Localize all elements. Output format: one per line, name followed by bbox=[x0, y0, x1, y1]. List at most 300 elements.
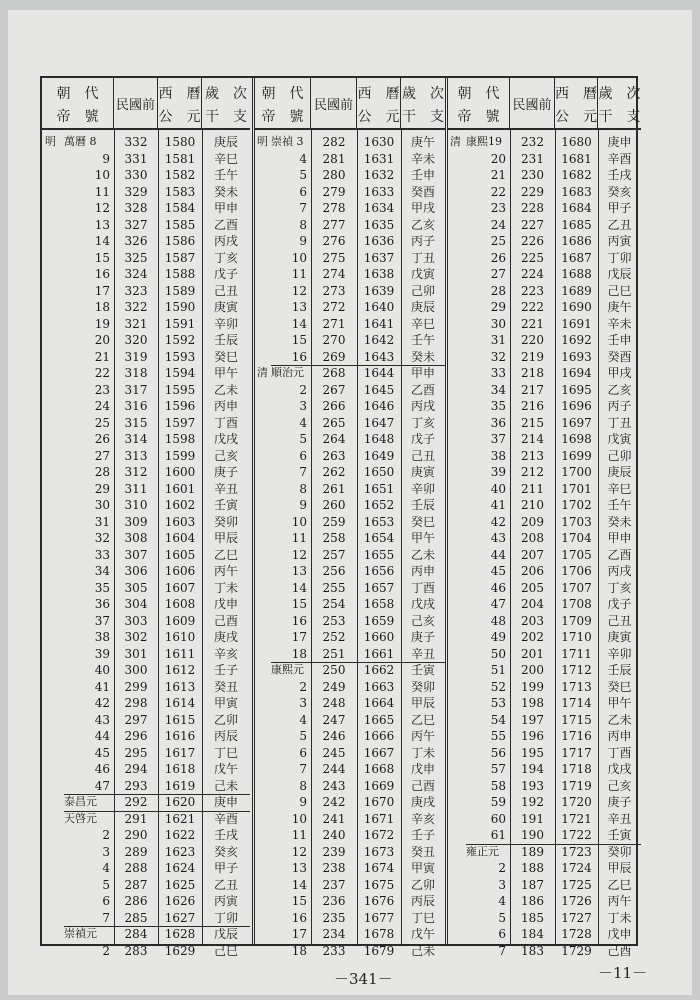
roc-year-cell: 238 bbox=[322, 861, 346, 875]
ad-year-cell: 1713 bbox=[561, 679, 592, 694]
roc-year-cell: 191 bbox=[521, 811, 544, 826]
table-row bbox=[448, 728, 641, 745]
ganzhi-cell: 辛卯 bbox=[410, 481, 435, 496]
ganzhi-cell: 壬子 bbox=[213, 663, 238, 677]
table-row bbox=[255, 316, 445, 333]
reign-cell: 7 bbox=[299, 762, 307, 776]
ganzhi-cell: 乙丑 bbox=[607, 217, 632, 232]
table-row bbox=[42, 233, 250, 250]
table-row bbox=[42, 365, 250, 382]
roc-year-cell: 226 bbox=[521, 234, 544, 248]
ad-year-cell: 1703 bbox=[561, 514, 592, 529]
table-row bbox=[42, 745, 250, 762]
ad-year-cell: 1633 bbox=[363, 184, 395, 199]
table-row bbox=[255, 547, 445, 564]
reign-cell: 40 bbox=[490, 481, 506, 496]
roc-year-cell: 223 bbox=[521, 283, 544, 298]
ganzhi-cell: 己酉 bbox=[213, 613, 238, 628]
ad-year-cell: 1684 bbox=[561, 201, 592, 215]
reign-cell: 5 bbox=[299, 168, 307, 182]
ganzhi-cell: 丁亥 bbox=[213, 250, 238, 265]
ad-year-cell: 1705 bbox=[561, 547, 592, 562]
table-row bbox=[448, 283, 641, 300]
ad-year-cell: 1728 bbox=[561, 927, 592, 941]
roc-year-cell: 233 bbox=[322, 943, 346, 958]
ganzhi-cell: 乙亥 bbox=[607, 382, 632, 397]
reign-cell: 9 bbox=[102, 151, 110, 166]
reign-cell: 9 bbox=[299, 234, 307, 248]
ganzhi-cell: 乙巳 bbox=[607, 877, 632, 892]
reign-cell: 10 bbox=[291, 514, 307, 529]
roc-year-cell: 216 bbox=[521, 399, 544, 413]
ganzhi-cell: 癸卯 bbox=[213, 514, 238, 529]
reign-cell: 61 bbox=[490, 828, 506, 842]
table-block bbox=[445, 78, 641, 958]
table-row bbox=[42, 827, 250, 844]
ganzhi-cell: 戊辰 bbox=[213, 927, 238, 941]
ganzhi-cell: 癸酉 bbox=[607, 349, 632, 364]
table-row bbox=[448, 613, 641, 630]
roc-year-cell: 325 bbox=[124, 250, 148, 265]
reign-cell: 14 bbox=[94, 234, 110, 248]
table-row bbox=[42, 943, 250, 960]
ganzhi-cell: 己卯 bbox=[410, 283, 435, 298]
roc-year-cell: 225 bbox=[521, 250, 544, 265]
table-row bbox=[255, 563, 445, 580]
ad-year-cell: 1609 bbox=[164, 613, 196, 628]
ganzhi-cell: 甲辰 bbox=[213, 531, 238, 545]
reign-cell: 8 bbox=[299, 778, 307, 793]
ad-year-cell: 1594 bbox=[164, 366, 196, 380]
ganzhi-cell: 甲申 bbox=[213, 201, 238, 215]
roc-year-cell: 323 bbox=[124, 283, 148, 298]
ganzhi-cell: 己亥 bbox=[213, 448, 238, 463]
column-header bbox=[42, 78, 114, 128]
reign-cell: 泰昌元 bbox=[64, 795, 97, 808]
ganzhi-cell: 庚子 bbox=[410, 630, 435, 644]
ganzhi-cell: 乙巳 bbox=[410, 712, 435, 727]
table-row bbox=[448, 629, 641, 646]
column-header-label: 歲 次 bbox=[402, 86, 444, 102]
table-row bbox=[42, 547, 250, 564]
roc-year-cell: 219 bbox=[521, 349, 544, 364]
reign-cell: 44 bbox=[94, 729, 110, 743]
ad-year-cell: 1674 bbox=[363, 861, 395, 875]
reign-cell: 7 bbox=[498, 943, 506, 958]
ad-year-cell: 1596 bbox=[164, 399, 196, 413]
ad-year-cell: 1691 bbox=[561, 316, 592, 331]
reign-cell: 2 bbox=[498, 861, 506, 875]
ad-year-cell: 1700 bbox=[561, 465, 592, 479]
ganzhi-cell: 丁酉 bbox=[607, 745, 632, 760]
roc-year-cell: 261 bbox=[322, 481, 346, 496]
ganzhi-cell: 甲寅 bbox=[410, 861, 435, 875]
ad-year-cell: 1588 bbox=[164, 267, 196, 281]
ganzhi-cell: 甲辰 bbox=[607, 861, 632, 875]
ad-year-cell: 1682 bbox=[561, 168, 592, 182]
ad-year-cell: 1624 bbox=[164, 861, 196, 875]
table-row bbox=[448, 514, 641, 531]
reign-cell: 28 bbox=[94, 465, 110, 479]
roc-year-cell: 274 bbox=[322, 267, 346, 281]
reign-cell: 9 bbox=[299, 498, 307, 512]
ad-year-cell: 1719 bbox=[561, 778, 592, 793]
table-row bbox=[255, 860, 445, 877]
reign-cell: 34 bbox=[490, 382, 506, 397]
reign-cell: 52 bbox=[490, 679, 506, 694]
ganzhi-cell: 壬申 bbox=[607, 333, 632, 347]
reign-cell: 23 bbox=[490, 201, 506, 215]
table-row bbox=[448, 349, 641, 366]
reign-cell: 31 bbox=[94, 514, 110, 529]
reign-cell: 17 bbox=[94, 283, 110, 298]
table-row bbox=[255, 514, 445, 531]
ganzhi-cell: 乙未 bbox=[607, 712, 632, 727]
reign-cell: 18 bbox=[94, 300, 110, 314]
ad-year-cell: 1726 bbox=[561, 894, 592, 908]
table-row bbox=[255, 151, 445, 168]
ad-year-cell: 1593 bbox=[164, 349, 196, 364]
reign-cell: 30 bbox=[94, 498, 110, 512]
reign-cell: 37 bbox=[94, 613, 110, 628]
roc-year-cell: 309 bbox=[124, 514, 148, 529]
ad-year-cell: 1721 bbox=[561, 811, 592, 826]
ganzhi-cell: 乙丑 bbox=[213, 877, 238, 892]
table-row bbox=[255, 943, 445, 960]
ad-year-cell: 1626 bbox=[164, 894, 196, 908]
table-row bbox=[42, 563, 250, 580]
reign-cell: 28 bbox=[490, 283, 506, 298]
roc-year-cell: 295 bbox=[124, 745, 148, 760]
ganzhi-cell: 戊戌 bbox=[607, 762, 632, 776]
reign-cell: 43 bbox=[490, 531, 506, 545]
ganzhi-cell: 丙辰 bbox=[410, 894, 435, 908]
ganzhi-cell: 乙巳 bbox=[213, 547, 238, 562]
column-header-row bbox=[42, 78, 250, 130]
roc-year-cell: 201 bbox=[521, 646, 544, 661]
table-row bbox=[448, 151, 641, 168]
ganzhi-cell: 丁亥 bbox=[410, 415, 435, 430]
roc-year-cell: 251 bbox=[322, 646, 346, 661]
ganzhi-cell: 丙戌 bbox=[607, 564, 632, 578]
table-row bbox=[42, 431, 250, 448]
table-row bbox=[448, 497, 641, 514]
ganzhi-cell: 戊申 bbox=[213, 597, 238, 611]
ad-year-cell: 1657 bbox=[363, 580, 395, 595]
page-number-primary: －341－ bbox=[334, 970, 393, 988]
table-row bbox=[42, 184, 250, 201]
column-header bbox=[401, 78, 445, 128]
reign-cell: 18 bbox=[291, 646, 307, 661]
roc-year-cell: 298 bbox=[124, 696, 148, 710]
table-row bbox=[448, 332, 641, 349]
table-row bbox=[42, 382, 250, 399]
roc-year-cell: 229 bbox=[521, 184, 544, 199]
roc-year-cell: 313 bbox=[124, 448, 148, 463]
roc-year-cell: 232 bbox=[521, 135, 544, 149]
roc-year-cell: 186 bbox=[521, 894, 544, 908]
ad-year-cell: 1696 bbox=[561, 399, 592, 413]
ad-year-cell: 1582 bbox=[164, 168, 196, 182]
ad-year-cell: 1628 bbox=[164, 927, 196, 941]
ganzhi-cell: 壬辰 bbox=[607, 663, 632, 677]
reign-cell: 10 bbox=[291, 811, 307, 826]
ad-year-cell: 1677 bbox=[363, 910, 395, 925]
reign-cell: 42 bbox=[94, 696, 110, 710]
ad-year-cell: 1701 bbox=[561, 481, 592, 496]
ad-year-cell: 1644 bbox=[363, 366, 395, 380]
table-row bbox=[255, 893, 445, 910]
roc-year-cell: 263 bbox=[322, 448, 346, 463]
column-header-label: 帝 號 bbox=[56, 109, 99, 125]
roc-year-cell: 268 bbox=[322, 366, 346, 380]
ad-year-cell: 1595 bbox=[164, 382, 196, 397]
ad-year-cell: 1708 bbox=[561, 597, 592, 611]
reign-cell: 33 bbox=[94, 547, 110, 562]
column-header-label: 朝 代 bbox=[261, 86, 304, 102]
ad-year-cell: 1656 bbox=[363, 564, 395, 578]
roc-year-cell: 280 bbox=[322, 168, 346, 182]
table-body bbox=[255, 134, 445, 959]
ad-year-cell: 1720 bbox=[561, 795, 592, 809]
era-separator bbox=[466, 844, 641, 845]
ad-year-cell: 1634 bbox=[363, 201, 395, 215]
table-row bbox=[448, 200, 641, 217]
ganzhi-cell: 丙寅 bbox=[213, 894, 238, 908]
roc-year-cell: 324 bbox=[124, 267, 148, 281]
column-header bbox=[114, 78, 158, 128]
roc-year-cell: 277 bbox=[322, 217, 346, 232]
reign-cell: 5 bbox=[102, 877, 110, 892]
ad-year-cell: 1723 bbox=[561, 844, 592, 859]
ganzhi-cell: 甲辰 bbox=[410, 696, 435, 710]
ganzhi-cell: 丙申 bbox=[213, 399, 238, 413]
table-row bbox=[448, 563, 641, 580]
table-row bbox=[448, 910, 641, 927]
ad-year-cell: 1629 bbox=[164, 943, 196, 958]
roc-year-cell: 240 bbox=[322, 828, 346, 842]
reign-cell: 27 bbox=[94, 448, 110, 463]
table-row bbox=[42, 844, 250, 861]
table-row bbox=[42, 728, 250, 745]
ganzhi-cell: 癸卯 bbox=[410, 679, 435, 694]
ganzhi-cell: 乙酉 bbox=[410, 382, 435, 397]
table-row bbox=[255, 844, 445, 861]
roc-year-cell: 247 bbox=[322, 712, 346, 727]
reign-cell: 24 bbox=[94, 399, 110, 413]
ganzhi-cell: 庚子 bbox=[213, 465, 238, 479]
reign-cell: 57 bbox=[490, 762, 506, 776]
column-header-label: 公 元 bbox=[357, 109, 400, 125]
ad-year-cell: 1606 bbox=[164, 564, 196, 578]
calendar-table bbox=[40, 76, 641, 958]
ganzhi-cell: 庚申 bbox=[607, 135, 632, 149]
column-header bbox=[357, 78, 401, 128]
reign-cell: 2 bbox=[299, 382, 307, 397]
ganzhi-cell: 己巳 bbox=[607, 283, 632, 298]
ganzhi-cell: 戊申 bbox=[410, 762, 435, 776]
table-row bbox=[448, 844, 641, 861]
ad-year-cell: 1711 bbox=[561, 646, 592, 661]
roc-year-cell: 259 bbox=[322, 514, 346, 529]
table-row bbox=[42, 778, 250, 795]
roc-year-cell: 227 bbox=[521, 217, 544, 232]
ganzhi-cell: 壬午 bbox=[607, 498, 632, 512]
roc-year-cell: 244 bbox=[322, 762, 346, 776]
table-row bbox=[448, 266, 641, 283]
reign-cell: 35 bbox=[94, 580, 110, 595]
ad-year-cell: 1611 bbox=[164, 646, 196, 661]
ad-year-cell: 1673 bbox=[363, 844, 395, 859]
reign-cell: 18 bbox=[291, 943, 307, 958]
reign-cell: 2 bbox=[102, 943, 110, 958]
ganzhi-cell: 癸丑 bbox=[410, 844, 435, 859]
ganzhi-cell: 壬寅 bbox=[410, 663, 435, 677]
table-row bbox=[448, 382, 641, 399]
ganzhi-cell: 丁未 bbox=[410, 745, 435, 760]
roc-year-cell: 220 bbox=[521, 333, 544, 347]
roc-year-cell: 255 bbox=[322, 580, 346, 595]
reign-cell: 59 bbox=[490, 795, 506, 809]
ganzhi-cell: 壬戌 bbox=[607, 168, 632, 182]
ganzhi-cell: 乙酉 bbox=[213, 217, 238, 232]
reign-cell: 39 bbox=[94, 646, 110, 661]
ganzhi-cell: 乙卯 bbox=[213, 712, 238, 727]
reign-cell: 6 bbox=[498, 927, 506, 941]
ad-year-cell: 1686 bbox=[561, 234, 592, 248]
table-row bbox=[448, 646, 641, 663]
ad-year-cell: 1604 bbox=[164, 531, 196, 545]
table-row bbox=[255, 266, 445, 283]
reign-cell: 23 bbox=[94, 382, 110, 397]
ad-year-cell: 1693 bbox=[561, 349, 592, 364]
reign-cell: 41 bbox=[94, 679, 110, 694]
table-row bbox=[448, 365, 641, 382]
ganzhi-cell: 癸亥 bbox=[607, 184, 632, 199]
ganzhi-cell: 庚申 bbox=[213, 795, 238, 809]
ganzhi-cell: 丙子 bbox=[607, 399, 632, 413]
ad-year-cell: 1623 bbox=[164, 844, 196, 859]
reign-cell: 44 bbox=[490, 547, 506, 562]
reign-cell: 11 bbox=[94, 184, 110, 199]
page-number-secondary: －11－ bbox=[598, 964, 648, 982]
table-block bbox=[252, 78, 445, 958]
ad-year-cell: 1692 bbox=[561, 333, 592, 347]
reign-cell: 24 bbox=[490, 217, 506, 232]
ad-year-cell: 1647 bbox=[363, 415, 395, 430]
reign-cell: 38 bbox=[94, 630, 110, 644]
ad-year-cell: 1584 bbox=[164, 201, 196, 215]
ganzhi-cell: 庚寅 bbox=[607, 630, 632, 644]
roc-year-cell: 207 bbox=[521, 547, 544, 562]
reign-cell: 22 bbox=[94, 366, 110, 380]
reign-cell: 10 bbox=[291, 250, 307, 265]
ad-year-cell: 1668 bbox=[363, 762, 395, 776]
reign-cell: 41 bbox=[490, 498, 506, 512]
reign-cell: 13 bbox=[291, 300, 307, 314]
ad-year-cell: 1702 bbox=[561, 498, 592, 512]
ad-year-cell: 1660 bbox=[363, 630, 395, 644]
reign-cell: 16 bbox=[291, 349, 307, 364]
ganzhi-cell: 己未 bbox=[213, 778, 238, 793]
table-row bbox=[255, 613, 445, 630]
ganzhi-cell: 甲寅 bbox=[213, 696, 238, 710]
table-row bbox=[255, 811, 445, 828]
roc-year-cell: 284 bbox=[124, 927, 148, 941]
table-row bbox=[255, 382, 445, 399]
roc-year-cell: 318 bbox=[124, 366, 148, 380]
reign-cell: 16 bbox=[94, 267, 110, 281]
ad-year-cell: 1651 bbox=[363, 481, 395, 496]
ganzhi-cell: 辛未 bbox=[410, 151, 435, 166]
ad-year-cell: 1643 bbox=[363, 349, 395, 364]
ad-year-cell: 1650 bbox=[363, 465, 395, 479]
roc-year-cell: 210 bbox=[521, 498, 544, 512]
roc-year-cell: 264 bbox=[322, 432, 346, 446]
reign-cell: 55 bbox=[490, 729, 506, 743]
ad-year-cell: 1706 bbox=[561, 564, 592, 578]
ganzhi-cell: 壬申 bbox=[410, 168, 435, 182]
column-header-label: 歲 次 bbox=[598, 86, 641, 102]
ganzhi-cell: 辛丑 bbox=[213, 481, 238, 496]
table-row bbox=[448, 778, 641, 795]
roc-year-cell: 286 bbox=[124, 894, 148, 908]
ganzhi-cell: 戊午 bbox=[213, 762, 238, 776]
reign-cell: 50 bbox=[490, 646, 506, 661]
reign-cell: 48 bbox=[490, 613, 506, 628]
table-row bbox=[255, 431, 445, 448]
reign-cell: 13 bbox=[94, 217, 110, 232]
reign-cell: 21 bbox=[94, 349, 110, 364]
table-row bbox=[448, 530, 641, 547]
reign-cell: 56 bbox=[490, 745, 506, 760]
ganzhi-cell: 庚辰 bbox=[410, 300, 435, 314]
ad-year-cell: 1645 bbox=[363, 382, 395, 397]
roc-year-cell: 257 bbox=[322, 547, 346, 562]
ad-year-cell: 1619 bbox=[164, 778, 196, 793]
ad-year-cell: 1666 bbox=[363, 729, 395, 743]
roc-year-cell: 253 bbox=[322, 613, 346, 628]
table-row bbox=[255, 778, 445, 795]
column-header-label: 干 支 bbox=[402, 109, 444, 125]
ganzhi-cell: 丙戌 bbox=[410, 399, 435, 413]
roc-year-cell: 213 bbox=[521, 448, 544, 463]
reign-cell: 16 bbox=[291, 613, 307, 628]
table-row bbox=[42, 712, 250, 729]
column-header-label: 朝 代 bbox=[56, 86, 99, 102]
table-row bbox=[255, 233, 445, 250]
roc-year-cell: 250 bbox=[322, 663, 346, 677]
roc-year-cell: 285 bbox=[124, 910, 148, 925]
ganzhi-cell: 甲午 bbox=[213, 366, 238, 380]
table-row bbox=[448, 464, 641, 481]
reign-cell: 17 bbox=[291, 927, 307, 941]
ad-year-cell: 1632 bbox=[363, 168, 395, 182]
roc-year-cell: 194 bbox=[521, 762, 544, 776]
table-row bbox=[448, 481, 641, 498]
ganzhi-cell: 辛巳 bbox=[410, 316, 435, 331]
reign-cell: 51 bbox=[490, 663, 506, 677]
column-header-label: 朝 代 bbox=[457, 86, 500, 102]
ad-year-cell: 1722 bbox=[561, 828, 592, 842]
reign-cell: 47 bbox=[94, 778, 110, 793]
ad-year-cell: 1580 bbox=[164, 135, 196, 149]
roc-year-cell: 267 bbox=[322, 382, 346, 397]
roc-year-cell: 239 bbox=[322, 844, 346, 859]
dynasty-cell: 清 bbox=[450, 135, 461, 148]
ad-year-cell: 1589 bbox=[164, 283, 196, 298]
table-row bbox=[42, 464, 250, 481]
